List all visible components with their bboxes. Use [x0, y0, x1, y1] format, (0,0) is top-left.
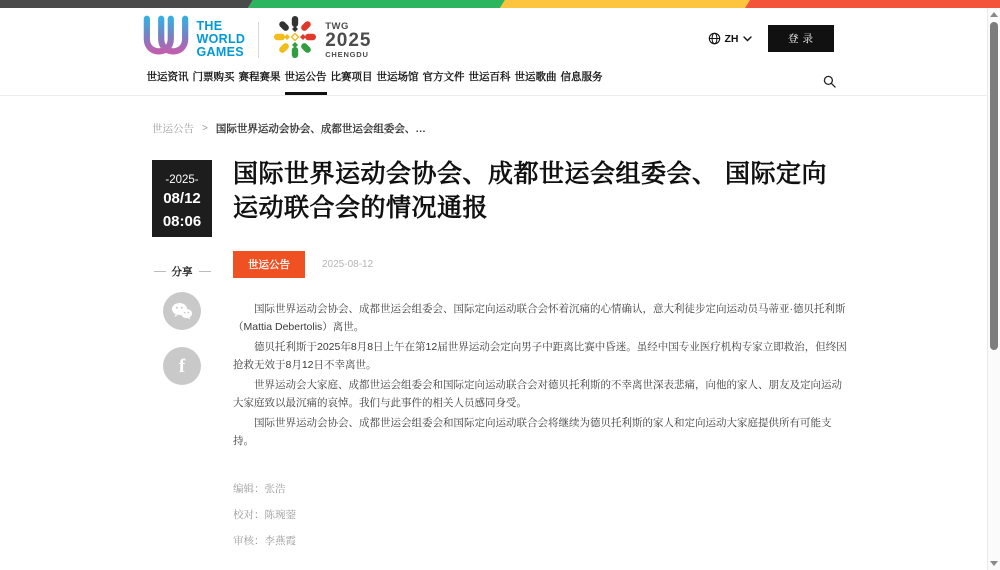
scrollbar[interactable]: [987, 8, 1000, 570]
share-label: 分享: [152, 264, 212, 279]
breadcrumb-root-link[interactable]: 世运公告: [152, 123, 194, 135]
meta-editor: 编辑：张浩: [233, 483, 286, 495]
scrollbar-up-arrow-icon[interactable]: [990, 12, 998, 17]
breadcrumb-separator: >: [202, 123, 208, 134]
article-side-column: [152, 160, 212, 385]
nav-item[interactable]: 官方文件: [422, 71, 465, 83]
world-games-logo-icon[interactable]: [141, 14, 191, 65]
top-color-bar: [0, 0, 1000, 8]
scrollbar-down-arrow-icon[interactable]: [990, 561, 998, 566]
brand-logos[interactable]: [141, 14, 372, 65]
publish-date: 2025-08-12: [322, 259, 374, 270]
login-button[interactable]: 登录: [768, 25, 834, 52]
nav-item[interactable]: 世运百科: [468, 71, 511, 83]
breadcrumb: [152, 121, 426, 136]
article-paragraph: 德贝托利斯于2025年8月8日上午在第12届世界运动会定向男子中距离比赛中昏迷。虽经中国专业医疗机构专家立即救治，但终因抢救无效于8月12日不幸离世。: [233, 341, 847, 371]
nav-item[interactable]: 世运资讯: [146, 71, 189, 83]
main-nav: [147, 69, 603, 95]
article-paragraph: 世界运动会大家庭、成都世运会组委会和国际定向运动联合会对德贝托利斯的不幸离世深表悲痛，向他的家人、朋友及定向运动大家庭致以最沉痛的哀悼。我们与此事件的相关人员感同身受。: [233, 379, 842, 409]
language-switcher[interactable]: [708, 32, 752, 45]
nav-item[interactable]: 赛程赛果: [238, 71, 281, 83]
article-body: [233, 301, 848, 450]
header: [0, 8, 987, 96]
facebook-share-button[interactable]: [163, 347, 201, 385]
nav-item[interactable]: 世运场馆: [376, 71, 419, 83]
article-tag-row: [233, 251, 848, 278]
nav-item[interactable]: 信息服务: [560, 71, 603, 83]
world-games-logo-text: THE WORLD GAMES: [196, 19, 246, 59]
globe-icon: [708, 32, 721, 45]
facebook-icon: f: [178, 355, 186, 377]
header-controls: [708, 25, 834, 52]
scrollbar-thumb[interactable]: [990, 22, 998, 350]
language-label: ZH: [724, 32, 739, 45]
wechat-share-button[interactable]: [163, 292, 201, 330]
nav-item[interactable]: 比赛项目: [330, 71, 373, 83]
search-icon[interactable]: [823, 75, 836, 88]
chevron-down-icon: [743, 36, 752, 42]
article-title: 国际世界运动会协会、成都世运会组委会、 国际定向运动联合会的情况通报: [233, 160, 827, 222]
twg2025-logo-text: TWG 2025 CHENGDU: [325, 20, 372, 59]
category-tag[interactable]: 世运公告: [233, 251, 305, 278]
nav-item-active[interactable]: 世运公告: [285, 69, 327, 95]
twg2025-flower-icon[interactable]: [272, 14, 318, 65]
date-box-year: -2025-: [165, 174, 199, 186]
article-paragraph: 国际世界运动会协会、成都世运会组委会和国际定向运动联合会将继续为德贝托利斯的家人和定向运动大家庭提供所有可能支持。: [233, 417, 832, 447]
meta-reviewer: 审核：李燕霞: [233, 535, 296, 547]
article: [233, 157, 848, 554]
meta-proofreader: 校对：陈琬蓥: [233, 509, 296, 521]
article-date-box: [152, 160, 212, 237]
date-box-time: 08:06: [162, 213, 202, 230]
nav-item[interactable]: 世运歌曲: [514, 71, 557, 83]
nav-item[interactable]: 门票购买: [192, 71, 235, 83]
date-box-date: 08/12: [163, 190, 201, 207]
article-meta: [233, 476, 848, 554]
logo-divider: [258, 22, 259, 58]
breadcrumb-current: 国际世界运动会协会、成都世运会组委会、…: [215, 123, 426, 135]
article-paragraph: 国际世界运动会协会、成都世运会组委会、国际定向运动联合会怀着沉痛的心情确认，意大利徒步定向运动员马蒂亚·德贝托利斯（Mattia Debertolis）离世。: [233, 303, 846, 333]
wechat-icon: [171, 302, 193, 320]
